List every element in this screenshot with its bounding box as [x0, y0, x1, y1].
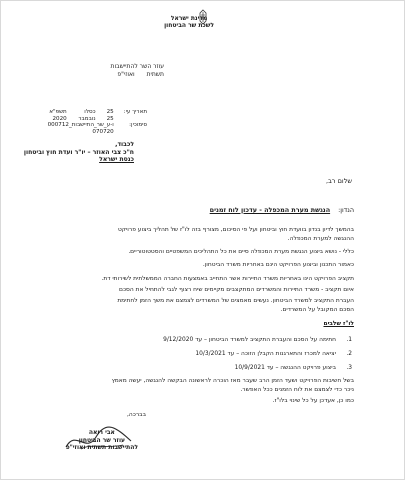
- signature-block: [66, 429, 138, 452]
- signature-title1: עוזר שר הביטחון: [78, 436, 125, 444]
- body-line: כללי - נושא ביצוע הנגשת מערת המכפלה סיים את כל התהליכים המשפטיים והסטטוטוריים.: [128, 249, 354, 255]
- sign-off: בברכה,: [127, 412, 146, 418]
- dates-table: [40, 109, 149, 135]
- body-line: העברת התקציב למשרד הביטחון. נעשים מאמצים של המשרדים לצמצם את משך הזמן לחתימת: [117, 298, 354, 304]
- dates-row: [40, 129, 149, 136]
- deputy-line2a: תשתית: [146, 71, 164, 78]
- recipient-block: [24, 141, 134, 164]
- schedule-item: חתימה על הסכם והעברת התקציב למשרד הביטחון – עד 9/12/2020: [163, 337, 336, 343]
- schedule-num: 3.: [346, 365, 352, 371]
- schedule-item: ביצוע פרויקט ההנגשה – עד 10/9/2021: [234, 365, 336, 371]
- letterhead-line1: מדינת ישראל: [170, 15, 208, 22]
- body-line: איום תקציב - משרד התיירות והמשרדים המתקצבים מקיימים שיח רצוף לגבי להתחיל את הסכם: [119, 287, 354, 293]
- subject-label: הנדון:: [338, 206, 354, 214]
- letterhead: [164, 15, 214, 29]
- letterhead-line2: לשכת שר הביטחון: [164, 22, 214, 29]
- schedule-item: יציאה למכרז והתארגנות הקבלן הזוכה – עד 10/3/2021: [195, 351, 336, 357]
- recipient-line1: לכבוד,: [115, 141, 134, 148]
- body-line: תקציב הפרויקט הינו באחריות משרד התיירות אשר התחייב באמצעות החברה הממשלתית לשירותי דת.: [101, 276, 354, 282]
- body-line: כאמור התכנון וביצוע הפרויקט הינם באחריות משרד הביטחון.: [202, 262, 354, 268]
- dates-row: [40, 109, 149, 116]
- schedule-title: לו"ז שלבים: [323, 321, 354, 327]
- dates-label: תאריך עי:: [123, 109, 147, 115]
- dates-c1: 25: [106, 115, 114, 122]
- subject-text: הנגשת מערת המכפלה - עדכון לוח זמנים: [209, 206, 331, 214]
- dates-c1: 25: [106, 109, 114, 115]
- recipient-line2: ח"כ צבי האוזר – יו"ר ועדת חוץ וביטחון: [23, 148, 134, 156]
- body-line: הסכם המקובל על המשרדים.: [280, 307, 354, 313]
- signature-name: אבי רואה: [88, 429, 115, 436]
- dates-c1: ו-ע_שר_התיישבות_000712: [47, 122, 114, 128]
- deputy-line2b: ואוזי"פ: [117, 71, 135, 78]
- deputy-block: [107, 63, 164, 79]
- dates-row: [40, 122, 149, 129]
- dates-c2: נובמבר: [78, 115, 96, 122]
- dates-c1: 070720: [92, 128, 114, 135]
- deputy-line2: [107, 71, 164, 79]
- body-line: ההנגשה למערת המכפלה.: [287, 236, 354, 242]
- deputy-line1: עוזר השר להתיישבות: [110, 63, 164, 70]
- dates-c2: כסלו: [84, 109, 96, 115]
- schedule-num: 2.: [346, 351, 352, 357]
- closing-line: ניכר כדי לצמצם את לוח הזמנים ככל האפשר.: [240, 387, 354, 393]
- dates-label: סימוכין:: [129, 122, 147, 128]
- subject-line: [210, 206, 354, 214]
- dates-label: [116, 129, 149, 136]
- schedule-num: 1.: [346, 337, 352, 343]
- signature-title2: להתיישבות תשתית ואוזי"פ: [65, 444, 138, 451]
- body-line: בהמשך לדיון בנדון בוועדת חוץ וביטחון ועל פי הסיכום, מצורף בזה לו"ז של תהליך ביצוע פרויקט: [117, 227, 354, 233]
- dates-c3: 2020: [52, 115, 67, 122]
- closing-line: כמו כן, אעדכן על כל שינוי בלו"ז.: [272, 398, 354, 404]
- closing-line: בשל חשיבות הפרויקט ושעד הזמן הרב שעבר מאז הוכרה לראשונה הבקשה להנגשה, יעשה מאמץ: [111, 378, 354, 384]
- recipient-line3: כנסת ישראל: [99, 156, 134, 163]
- dates-c3: תשפ"א: [49, 109, 67, 115]
- greeting: שלום רב,: [326, 177, 352, 185]
